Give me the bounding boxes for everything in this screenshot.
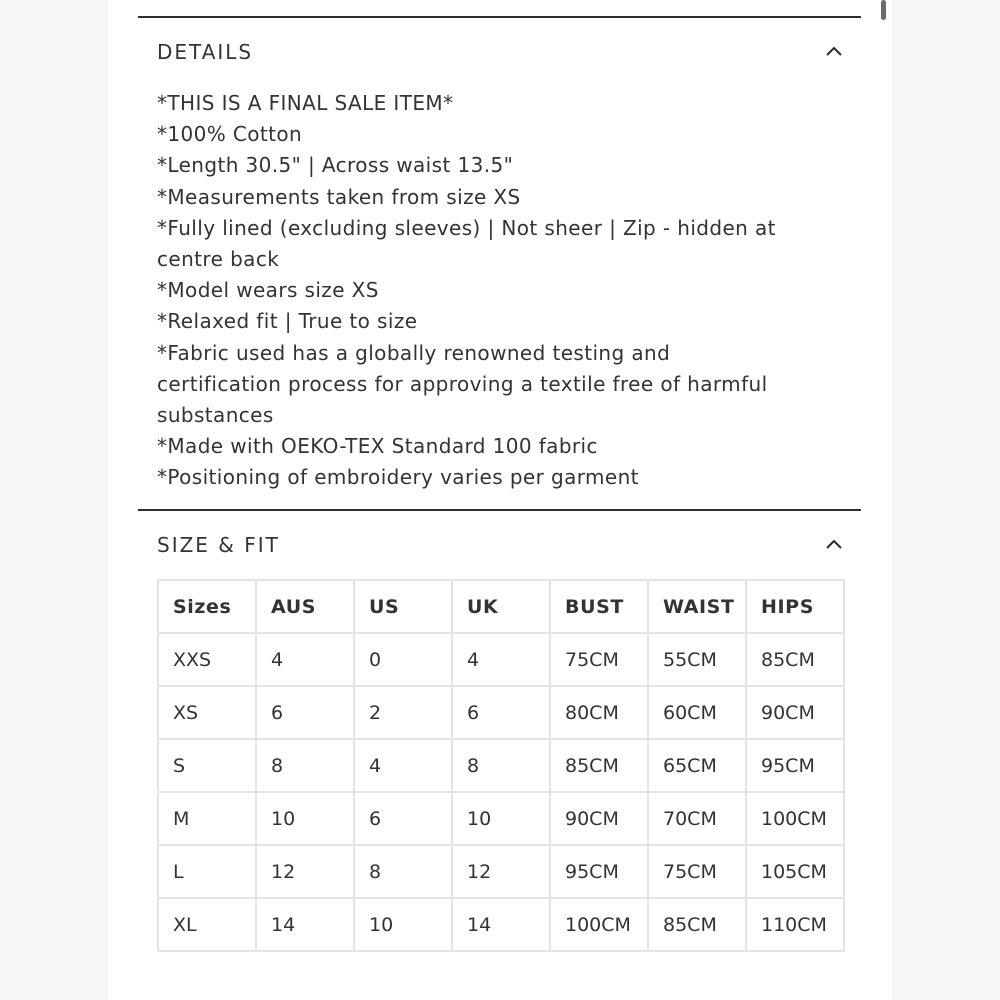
size-fit-accordion-header[interactable] xyxy=(138,511,861,577)
column-header: Sizes xyxy=(158,580,256,633)
table-row xyxy=(158,898,844,951)
table-cell: 75CM xyxy=(648,845,746,898)
table-cell: 75CM xyxy=(550,633,648,686)
table-cell: 2 xyxy=(354,686,452,739)
table-cell: 4 xyxy=(354,739,452,792)
table-cell: 100CM xyxy=(746,792,844,845)
column-header: US xyxy=(354,580,452,633)
table-cell: 95CM xyxy=(550,845,648,898)
table-cell: 6 xyxy=(452,686,550,739)
table-cell: 100CM xyxy=(550,898,648,951)
details-accordion-header[interactable] xyxy=(138,18,861,84)
table-cell: 12 xyxy=(452,845,550,898)
details-line: *Model wears size XS xyxy=(157,278,379,303)
table-cell: 90CM xyxy=(746,686,844,739)
table-cell: XS xyxy=(158,686,256,739)
size-fit-section xyxy=(138,509,861,577)
column-header: UK xyxy=(452,580,550,633)
table-cell: 70CM xyxy=(648,792,746,845)
table-cell: 55CM xyxy=(648,633,746,686)
details-line: *Fabric used has a globally renowned testing and xyxy=(157,340,671,365)
table-row xyxy=(158,792,844,845)
size-chart-table xyxy=(157,579,845,952)
table-cell: 6 xyxy=(354,792,452,845)
table-cell: 105CM xyxy=(746,845,844,898)
details-line: *Made with OEKO-TEX Standard 100 fabric xyxy=(157,434,598,459)
table-cell: 8 xyxy=(256,739,354,792)
table-cell: 6 xyxy=(256,686,354,739)
chevron-up-icon[interactable] xyxy=(825,535,843,553)
table-cell: 10 xyxy=(452,792,550,845)
table-cell: 8 xyxy=(452,739,550,792)
table-cell: 4 xyxy=(256,633,354,686)
chevron-up-icon[interactable] xyxy=(825,42,843,60)
table-cell: 14 xyxy=(256,898,354,951)
details-title: DETAILS xyxy=(157,40,254,64)
table-cell: XL xyxy=(158,898,256,951)
table-cell: 10 xyxy=(256,792,354,845)
table-cell: 110CM xyxy=(746,898,844,951)
table-cell: 14 xyxy=(452,898,550,951)
details-line: *Fully lined (excluding sleeves) | Not sheer | Zip - hidden at xyxy=(157,215,776,240)
table-cell: 85CM xyxy=(746,633,844,686)
details-line: centre back xyxy=(157,247,280,272)
table-cell: 60CM xyxy=(648,686,746,739)
column-header: AUS xyxy=(256,580,354,633)
table-row xyxy=(158,686,844,739)
table-cell: S xyxy=(158,739,256,792)
column-header: HIPS xyxy=(746,580,844,633)
table-cell: 8 xyxy=(354,845,452,898)
table-row xyxy=(158,739,844,792)
column-header: BUST xyxy=(550,580,648,633)
table-cell: 90CM xyxy=(550,792,648,845)
details-section xyxy=(138,16,861,494)
details-line: *100% Cotton xyxy=(157,122,303,147)
details-line: *Length 30.5" | Across waist 13.5" xyxy=(157,153,514,178)
table-cell: L xyxy=(158,845,256,898)
table-cell: 65CM xyxy=(648,739,746,792)
table-cell: 85CM xyxy=(648,898,746,951)
table-cell: M xyxy=(158,792,256,845)
column-header: WAIST xyxy=(648,580,746,633)
table-row xyxy=(158,845,844,898)
table-cell: 0 xyxy=(354,633,452,686)
size-table-header-row xyxy=(158,580,844,633)
details-line: *Positioning of embroidery varies per garment xyxy=(157,465,639,490)
details-line: certification process for approving a textile free of harmful xyxy=(157,371,768,396)
table-cell: 85CM xyxy=(550,739,648,792)
table-cell: 12 xyxy=(256,845,354,898)
table-cell: 95CM xyxy=(746,739,844,792)
table-cell: 4 xyxy=(452,633,550,686)
details-line: *Measurements taken from size XS xyxy=(157,184,521,209)
details-line: *THIS IS A FINAL SALE ITEM* xyxy=(157,91,454,115)
table-cell: XXS xyxy=(158,633,256,686)
scrollbar-thumb[interactable] xyxy=(881,0,886,20)
table-cell: 80CM xyxy=(550,686,648,739)
details-content xyxy=(138,88,861,494)
table-row xyxy=(158,633,844,686)
details-line: substances xyxy=(157,403,274,428)
table-cell: 10 xyxy=(354,898,452,951)
details-line: *Relaxed fit | True to size xyxy=(157,309,418,334)
size-fit-title: SIZE & FIT xyxy=(157,533,280,557)
size-table-body xyxy=(158,633,844,951)
